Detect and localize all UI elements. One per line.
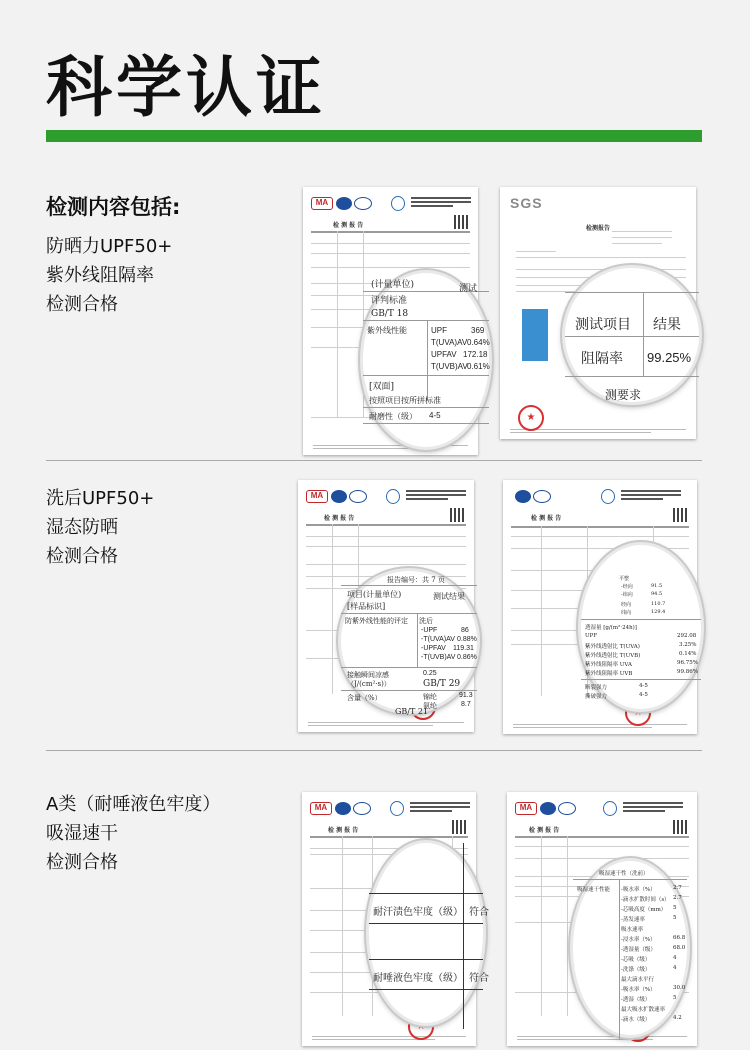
zoom-text: -吸水率（%）: [621, 887, 656, 893]
desc-line: 检测合格: [46, 852, 118, 873]
zoom-text: 平整: [619, 576, 630, 582]
zoom-text: -洗涤（级）: [621, 967, 651, 973]
zoom-text: 0.61%: [467, 362, 490, 371]
section-description: [46, 232, 172, 319]
zoom-text: -透湿（级）: [621, 997, 651, 1003]
zoom-text: 129.4: [651, 609, 666, 615]
cnas-logo: [353, 802, 371, 815]
desc-line: 吸湿速干: [46, 823, 118, 844]
ilac-logo: [540, 802, 556, 815]
desc-line: A类（耐唾液色牢度）: [46, 794, 221, 815]
cnas-logo: [558, 802, 576, 815]
zoom-text: -滴水（级）: [621, 1017, 651, 1023]
zoom-text: 吸湿速干性（洗前）: [599, 871, 649, 877]
zoom-text: 119.31: [453, 645, 474, 652]
zoom-text: 结果: [653, 317, 681, 333]
cma-logo: MA: [310, 802, 332, 815]
zoom-text: 紫外线阻隔率 UVB: [585, 671, 633, 677]
report-title: 检 测 报 告: [529, 827, 560, 834]
zoom-text: -吸水率（%）: [621, 987, 656, 993]
title-underline: [46, 130, 702, 142]
zoom-text: [样品标识]: [347, 602, 386, 611]
desc-line: 检测合格: [46, 546, 118, 567]
zoom-text: 紫外线透射比 T(UVA): [585, 644, 640, 650]
zoom-text: GB/T 29: [423, 679, 461, 689]
magnifier-zoom: [570, 858, 690, 1038]
zoom-text: [双面]: [369, 382, 395, 392]
section-divider: [46, 750, 702, 751]
zoom-text: 4: [673, 965, 677, 971]
zoom-text: 符合: [469, 973, 489, 984]
desc-line: 检测合格: [46, 294, 118, 315]
zoom-text: -芯吸高度（mm）: [621, 907, 667, 913]
zoom-text: 测要求: [605, 388, 642, 402]
zoom-text: 阻隔率: [581, 351, 623, 367]
section-washed-upf: [0, 470, 750, 748]
qr-code: [452, 820, 466, 834]
section-heading: 检测内容包括:: [46, 195, 181, 219]
zoom-text: 4: [673, 955, 677, 961]
zoom-text: 耐汗渍色牢度（级）: [373, 907, 463, 918]
zoom-text: 96.75%: [677, 660, 698, 666]
zoom-text: -蒸发速率: [621, 917, 645, 923]
zoom-text: 洗后: [419, 617, 433, 625]
magnifier-zoom: [578, 542, 704, 712]
red-seal-stamp: [518, 405, 544, 431]
zoom-text: 0.88%: [457, 636, 477, 643]
zoom-text: 项目(计量单位): [347, 590, 402, 599]
zoom-text: 吸湿速干性能: [577, 887, 611, 893]
magnifier-zoom: [366, 840, 489, 1026]
zoom-text: -透湿量（级）: [621, 947, 656, 953]
zoom-text: 测试: [459, 284, 478, 294]
cnas-logo: [354, 197, 372, 210]
zoom-text: 防紫外线性能的评定: [345, 617, 408, 625]
section-divider: [46, 460, 702, 461]
ilac-logo: [515, 490, 531, 503]
cnas-logo: [533, 490, 551, 503]
zoom-text: 紫外线性能: [367, 326, 407, 335]
zoom-text: 2.7: [673, 885, 682, 891]
zoom-text: 91.5: [651, 583, 663, 589]
report-title: 检 测 报 告: [324, 515, 355, 522]
institute-logo: [390, 801, 404, 816]
zoom-text: 最大吸水扩散速率: [621, 1007, 666, 1013]
zoom-text: 3.25%: [679, 642, 697, 648]
zoom-text: 测试项目: [575, 317, 631, 333]
cma-logo: MA: [306, 490, 328, 503]
magnifier-zoom: [338, 568, 480, 714]
zoom-text: 耐磨性（级）: [369, 412, 417, 421]
zoom-text: 66.8: [673, 935, 686, 941]
section-saliva-fastness: [0, 772, 750, 1050]
zoom-text: 断裂强力: [585, 685, 608, 691]
qr-code: [454, 215, 468, 229]
ilac-logo: [336, 197, 352, 210]
zoom-text: 0.64%: [467, 338, 490, 347]
zoom-text: （J/(cm²·s)）: [347, 680, 391, 688]
zoom-text: -芯吸（级）: [621, 957, 651, 963]
zoom-text: T(UVA)AV: [431, 338, 468, 347]
report-title: 检测报告: [586, 225, 611, 232]
section-upf: [0, 165, 750, 455]
zoom-text: 8.7: [461, 701, 471, 708]
zoom-text: 最大滴水平行: [621, 977, 655, 983]
zoom-text: 30.0: [673, 985, 686, 991]
zoom-text: 撕破强力: [585, 694, 608, 700]
page-title: 科学认证: [46, 49, 326, 126]
ilac-logo: [335, 802, 351, 815]
zoom-text: 吸水速率: [621, 927, 644, 933]
desc-line: 洗后UPF50+: [46, 488, 155, 509]
qr-code: [673, 508, 687, 522]
zoom-text: UPFAV: [431, 350, 457, 359]
zoom-text: T(UVB)AV: [431, 362, 468, 371]
cma-logo: MA: [515, 802, 537, 815]
zoom-text: 符合: [469, 907, 489, 918]
zoom-text: -T(UVB)AV: [421, 654, 456, 661]
institute-logo: [386, 489, 400, 504]
zoom-text: 含量（%）: [347, 694, 382, 702]
zoom-text: 86: [461, 627, 469, 634]
report-title: 检 测 报 告: [531, 515, 562, 522]
zoom-text: 经向: [621, 602, 632, 608]
zoom-text: GB/T 21: [395, 707, 429, 716]
qr-code: [673, 820, 687, 834]
zoom-text: UPF: [585, 633, 598, 639]
zoom-text: 4-5: [429, 411, 441, 420]
magnifier-zoom: [360, 270, 492, 450]
zoom-text: 测试结果: [433, 592, 465, 601]
desc-line: 防晒力UPF50+: [46, 236, 173, 257]
zoom-text: GB/T 18: [371, 309, 409, 319]
zoom-text: 4-5: [639, 683, 648, 689]
zoom-text: -T(UVA)AV: [421, 636, 455, 643]
zoom-text: 99.25%: [647, 350, 692, 365]
zoom-text: 110.7: [651, 601, 666, 607]
institute-logo: [603, 801, 617, 816]
zoom-text: 5: [673, 995, 677, 1001]
zoom-text: 紫外线阻隔率 UVA: [585, 662, 632, 668]
zoom-text: 292.08: [677, 633, 697, 639]
report-title: 检 测 报 告: [328, 827, 359, 834]
zoom-text: 4-5: [639, 692, 648, 698]
zoom-text: 0.25: [423, 670, 437, 677]
zoom-text: 按照项目按所拼标准: [369, 396, 441, 405]
desc-line: 湿态防晒: [46, 517, 118, 538]
zoom-text: -纬向: [621, 592, 633, 598]
section-description: [46, 484, 154, 571]
institute-logo: [391, 196, 405, 211]
qr-code: [450, 508, 464, 522]
zoom-text: 68.0: [673, 945, 686, 951]
zoom-text: 耐唾液色牢度（级）: [373, 973, 463, 984]
zoom-text: 0.86%: [457, 654, 477, 661]
zoom-text: -滴水扩散时间（s）: [621, 897, 670, 903]
zoom-text: 透湿量 [g/(m²·24h)]: [585, 625, 637, 631]
zoom-text: 5: [673, 905, 677, 911]
zoom-text: 4.2: [673, 1015, 682, 1021]
zoom-text: 369: [471, 326, 485, 335]
zoom-text: 94.5: [651, 591, 663, 597]
section-description: [46, 790, 220, 877]
ilac-logo: [331, 490, 347, 503]
zoom-text: 锦纶: [423, 693, 437, 701]
zoom-text: 5: [673, 915, 677, 921]
cnas-logo: [349, 490, 367, 503]
zoom-text: 氨纶: [423, 702, 437, 710]
zoom-text: 0.14%: [679, 651, 697, 657]
zoom-text: -UPFAV: [421, 645, 446, 652]
photo-thumbnail: [522, 309, 548, 361]
zoom-text: -浸水率（%）: [621, 937, 656, 943]
institute-logo: [601, 489, 615, 504]
zoom-text: -经向: [621, 584, 633, 590]
desc-line: 紫外线阻隔率: [46, 265, 154, 286]
zoom-text: (计量单位): [371, 280, 415, 290]
zoom-text: 99.86%: [677, 669, 698, 675]
zoom-text: UPF: [431, 326, 447, 335]
sgs-logo: SGS: [510, 195, 543, 211]
zoom-text: 172.18: [463, 350, 488, 359]
zoom-text: 2.7: [673, 895, 682, 901]
zoom-text: 紫外线透射比 T(UVB): [585, 653, 641, 659]
cma-logo: MA: [311, 197, 333, 210]
zoom-text: 接触瞬间凉感: [347, 671, 389, 679]
zoom-text: 报告编号：共 7 页: [387, 576, 445, 584]
zoom-text: -UPF: [421, 627, 438, 634]
magnifier-zoom: [562, 265, 702, 405]
zoom-text: 纬向: [621, 610, 632, 616]
zoom-text: 91.3: [459, 692, 473, 699]
zoom-text: 评判标准: [371, 296, 408, 306]
report-title: 检 测 报 告: [333, 222, 364, 229]
